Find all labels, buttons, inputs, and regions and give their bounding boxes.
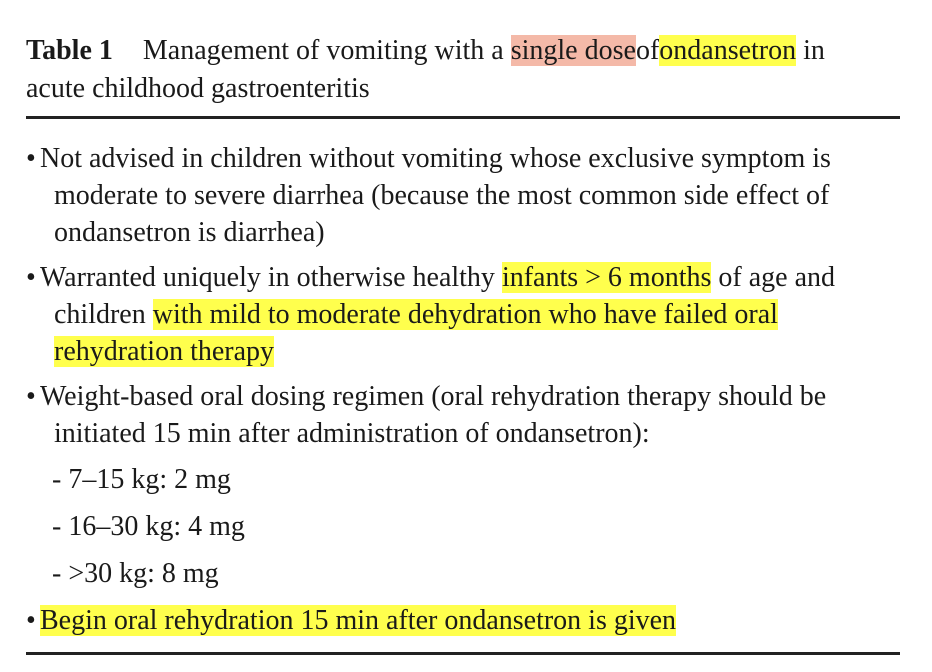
- bullet-2-text-end: of age and: [718, 262, 835, 293]
- table-label: Table 1: [26, 35, 113, 66]
- highlight-begin-rehydration: Begin oral rehydration 15 min after ondansetron is given: [40, 605, 677, 636]
- bullet-1-line-3: ondansetron is diarrhea): [54, 217, 325, 248]
- bullet-4-line-1: [40, 602, 906, 639]
- bullet-symbol: •: [26, 605, 36, 636]
- caption-text: Management of vomiting with a: [142, 35, 504, 66]
- bullet-symbol: •: [26, 381, 36, 412]
- bullet-symbol: •: [26, 143, 36, 174]
- dose-row: - >30 kg: 8 mg: [52, 558, 219, 589]
- caption-of: of: [635, 35, 660, 66]
- highlight-rehydration-therapy: rehydration therapy: [54, 336, 275, 367]
- bullet-2-text: Warranted uniquely in otherwise healthy: [40, 262, 495, 293]
- dose-row: - 16–30 kg: 4 mg: [52, 511, 245, 542]
- top-rule: [26, 116, 900, 119]
- table-caption: [26, 32, 906, 108]
- dose-row: - 7–15 kg: 2 mg: [52, 464, 231, 495]
- bullet-3-line-2: initiated 15 min after administration of ondansetron):: [54, 418, 650, 449]
- bullet-2-line-3: [40, 333, 906, 370]
- bullet-symbol: •: [26, 262, 36, 293]
- bullet-1-line-1: Not advised in children without vomiting whose exclusive symptom is: [40, 143, 831, 174]
- bullet-2-line-2: [40, 296, 906, 333]
- bullet-1-line-2: moderate to severe diarrhea (because the most common side effect of: [54, 180, 830, 211]
- highlight-ondansetron: ondansetron: [659, 35, 797, 66]
- highlight-infants-age: infants > 6 months: [501, 262, 712, 293]
- bullet-2-line-1: [40, 259, 906, 296]
- caption-line-2: acute childhood gastroenteritis: [26, 73, 370, 104]
- bullet-2-children: children: [54, 299, 146, 330]
- highlight-dehydration: with mild to moderate dehydration who have failed oral: [152, 299, 778, 330]
- caption-in: in: [803, 35, 825, 66]
- bullet-3-line-1: Weight-based oral dosing regimen (oral rehydration therapy should be: [40, 381, 827, 412]
- highlight-single-dose: single dose: [510, 35, 636, 66]
- bottom-rule: [26, 652, 900, 655]
